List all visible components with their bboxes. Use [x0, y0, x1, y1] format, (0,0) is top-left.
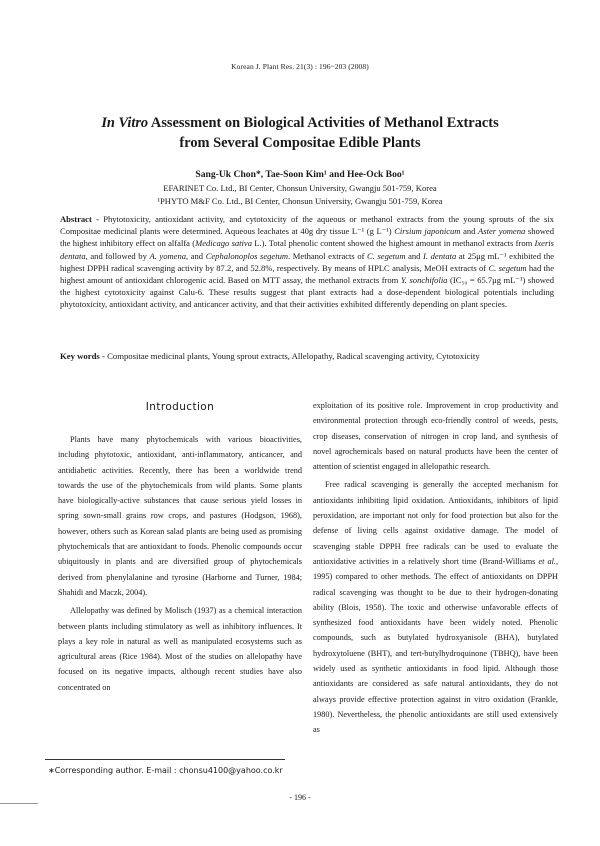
affiliation-2: ¹PHYTO M&F Co. Ltd., BI Center, Chonsun University, Gwangju 501-759, Korea	[157, 196, 443, 206]
page-edge-mark	[0, 803, 38, 804]
abstract-text: Phytotoxicity, antioxidant activity, and cytotoxicity of the aqueous or methanol extracts from the young sprouts of the six Compositae medicinal plants were determined. Aqueous leachates at 40g dry tissue L⁻¹ (g L⁻¹)	[60, 214, 554, 237]
keywords-text: Compositae medicinal plants, Young sprout extracts, Allelopathy, Radical scavenging activity, Cytotoxicity	[104, 351, 480, 361]
abstract-text: showed the highest inhibitory effect on alfalfa (	[60, 226, 554, 249]
journal-header: Korean J. Plant Res. 21(3) : 196~203 (2008)	[231, 62, 369, 71]
paragraph: Plants have many phytochemicals with various bioactivities, including phytotoxic, antioxidant, anti-inflammatory, anticancer, and antidiabetic activities. Recently, there has been a worldwide trend towards the use of the phytochemicals from wild plants. Some plants have biologically-active substances that cause serious yield losses in spring sown-small grains row crops, and pastures (Hodgson, 1968), however, others such as Korean salad plants are being used as promising phytochemicals that are antioxidant to foods. Phenolic compounds occur ubiquitously in plants and are diversified group of phytochemicals derived from phenylalanine and tyrosine (Harborne and Turner, 1984; Shahidi and Maczk, 2004).	[58, 435, 302, 597]
species-name: Cirsium japonicum	[394, 226, 461, 237]
species-name: Ixeris dentata	[60, 238, 555, 261]
corresponding-author-footnote: ∗Corresponding author. E-mail : chonsu4100@yahoo.co.kr	[48, 766, 283, 775]
title-line1-rest: Assessment on Biological Activities of Methanol Extracts	[148, 115, 499, 131]
abstract-text: at 25μg mL⁻¹ exhibited the highest DPPH radical scavenging activity by 87.2, and 52.8%, respectively. By means of HPLC analysis, MeOH extracts of	[60, 250, 555, 273]
abstract-text: (IC₅₀ = 65.7μg mL⁻¹) showed the highest cytotoxicity against Calu-6. These results suggest that plant extracts had a dose-dependent biological potentials including phytotoxicity, antioxidant activity, and anticancer activity, and that their activities exhibited differently depending on plant species.	[60, 275, 554, 310]
keywords	[60, 350, 554, 362]
paper-title	[40, 113, 560, 153]
species-name: Y. sonchifolia	[400, 275, 448, 286]
paragraph-continuation: exploitation of its positive role. Improvement in crop productivity and environmental protection through eco-friendly control of weeds, pests, crop diseases, conservation of nitrogen in crop land, and synthesis of novel agrochemicals based on natural products have been the center of attention of scientist engaged in allelopathic research.	[313, 401, 558, 472]
abstract-text: and	[405, 250, 424, 261]
species-name: I. dentata	[423, 250, 457, 261]
keywords-label: Key words -	[60, 351, 105, 361]
affiliation-1: EFARINET Co. Ltd., BI Center, Chonsun University, Gwangju 501-759, Korea	[163, 183, 437, 193]
author-list: Sang-Uk Chon*, Tae-Soon Kim¹ and Hee-Ock Boo¹	[195, 169, 405, 180]
abstract-text: . Methanol extracts of	[288, 250, 368, 261]
section-heading-introduction: Introduction	[145, 401, 215, 413]
paragraph: Allelopathy was defined by Molisch (1937) as a chemical interaction between plants including stimulatory as well as inhibitory influences. It plays a key role in natural as well as manipulated ecosystems such as agricultural areas (Rice 1984). Most of the studies on allelopathy have focused on its negative impacts, although recent studies have also concentrated on	[58, 606, 302, 692]
citation-italic: et al.	[538, 556, 556, 566]
abstract-text: , and	[186, 250, 206, 261]
species-name: Aster yomena	[478, 226, 526, 237]
abstract-text: had the highest amount of antioxidant chlorogenic acid. Based on MTT assay, the methanol extracts from	[60, 262, 554, 286]
title-italic-prefix: In Vitro	[101, 115, 149, 131]
species-name: A. yomena	[149, 250, 186, 261]
paragraph	[313, 477, 558, 737]
species-name: Medicago sativa	[195, 238, 252, 249]
abstract-text: and	[460, 226, 479, 237]
abstract-text: L.). Total phenolic content showed the highest amount in methanol extracts from	[252, 238, 535, 249]
footnote-divider	[45, 759, 285, 760]
species-name: C. segetum	[488, 262, 527, 273]
species-name: Cephalonoplos segetum	[205, 250, 289, 261]
paragraph-text: , 1995) compared to other methods. The effect of antioxidants on DPPH radical scavenging was thought to be due to their hydrogen-donating ability (Blois, 1958). The toxic and otherwise unfavorable effects of synthesized food antioxidants have been widely noted. Phenolic compounds, such as butylated hydroxyanisole (BHA), butylated hydroxytoluene (BHT), and tert-butylhydroquinone (TBHQ), have been widely used as synthetic antioxidants in food lipid. Although those antioxidants are considered as safe natural antioxidants, they do not always provide effective protection against in vitro oxidation (Frankle, 1980). Nevertheless, the phenolic antioxidants are still used extensively as	[313, 556, 558, 735]
abstract	[60, 213, 554, 311]
abstract-label: Abstract -	[60, 214, 99, 224]
species-name: C. segetum	[367, 250, 406, 261]
left-column	[58, 432, 302, 695]
abstract-text: , and followed by	[85, 250, 150, 261]
title-line2: from Several Compositae Edible Plants	[179, 135, 421, 151]
right-column	[313, 398, 558, 738]
paragraph-text: Free radical scavenging is generally the accepted mechanism for antioxidants inhibiting lipid oxidation. Antioxidants, inhibitors of lipid peroxidation, are important not only for food protection but also for the defense of living cells against oxidative damage. The model of scavenging stable DPPH free radicals can be used to evaluate the antioxidative activities in a relatively short time (Brand-Williams	[313, 480, 558, 566]
page-number: - 196 -	[289, 793, 311, 802]
